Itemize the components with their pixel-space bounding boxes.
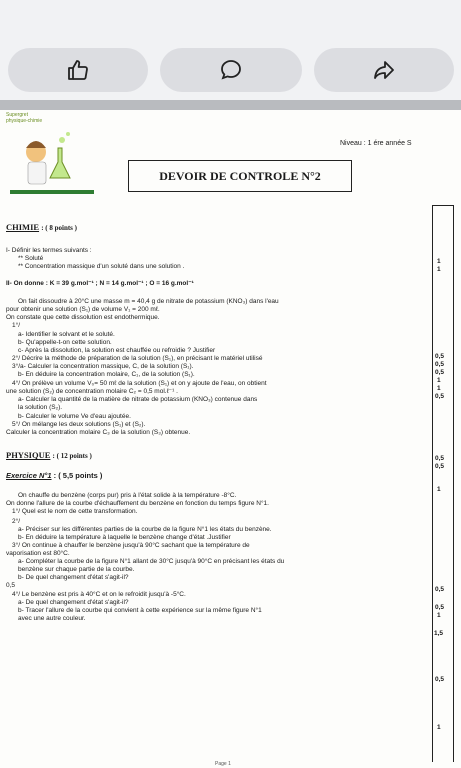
score: 0,5	[435, 455, 445, 462]
chemistry-logo-icon	[6, 118, 94, 198]
physique-line: On donne l'allure de la courbe d'échauffement du benzène en fonction du temps figure N°1.	[6, 500, 269, 507]
chimie-line: ** Concentration massique d'un soluté dans une solution .	[18, 263, 185, 270]
logo-caption: Supergret physique-chimie	[6, 112, 43, 124]
chimie-line: 3°/a- Calculer la concentration massique, C, de la solution (S₁).	[12, 363, 194, 370]
score: 0,5	[435, 604, 445, 611]
exam-title: DEVOIR DE CONTROLE N°2	[128, 160, 352, 192]
divider	[0, 100, 461, 110]
chimie-line: la solution (S₂).	[18, 404, 63, 411]
exercice-heading	[6, 472, 102, 480]
chimie-line: une solution (S₂) de concentration molaire C₂ = 0,5 mol.ℓ⁻¹ .	[6, 388, 178, 395]
score: 0,5	[435, 369, 445, 376]
chimie-line: 1°/	[12, 322, 21, 329]
share-button[interactable]	[314, 48, 454, 92]
chimie-line: On fait dissoudre à 20°C une masse m = 40,4 g de nitrate de potassium (KNO₃) dans l'eau	[18, 298, 279, 305]
physique-line: benzène sur chaque partie de la courbe.	[18, 566, 135, 573]
like-button[interactable]	[8, 48, 148, 92]
physique-line: a- De quel changement d'état s'agit-il?	[18, 599, 129, 606]
exercice-title: Exercice N°1	[6, 471, 52, 480]
score: 1	[437, 377, 441, 384]
chimie-line: Calculer la concentration molaire C₃ de la solution (S₃) obtenue.	[6, 429, 191, 436]
chimie-line: 2°/ Décrire la méthode de préparation de la solution (S₁), en précisant le matériel utilisé	[12, 355, 263, 362]
chimie-line: a- Calculer la quantité de la matière de nitrate de potassium (KNO₃) contenue dans	[18, 396, 258, 403]
chimie-points: : ( 8 points )	[41, 224, 77, 232]
reaction-bar	[0, 0, 461, 100]
page-number: Page 1	[215, 761, 231, 767]
physique-line: vaporisation est 80°C.	[6, 550, 70, 557]
exercice-points: : ( 5,5 points )	[53, 471, 103, 480]
physique-line: b- Tracer l'allure de la courbe qui convient à cette expérience sur la même figure N°1	[18, 607, 262, 614]
chimie-line: b- Qu'appelle-t-on cette solution.	[18, 339, 112, 346]
chimie-line: 5°/ On mélange les deux solutions (S₁) et (S₂).	[12, 421, 146, 428]
score: 1	[437, 612, 441, 619]
physique-points: : ( 12 points )	[52, 452, 92, 460]
score: 0,5	[435, 353, 445, 360]
share-icon	[372, 58, 396, 82]
physique-title: PHYSIQUE	[6, 450, 51, 460]
chimie-line: pour obtenir une solution (S₁) de volume V₁ = 200 mℓ.	[6, 306, 160, 313]
chimie-heading	[6, 222, 77, 232]
score: 1	[437, 385, 441, 392]
chimie-line: II- On donne : K = 39 g.mol⁻¹ ; N = 14 g.mol⁻¹ ; O = 16 g.mol⁻¹	[6, 280, 194, 287]
document-photo	[0, 110, 461, 768]
score: 1	[437, 266, 441, 273]
physique-line: 4°/ Le benzène est pris à 40°C et on le refroidit jusqu'à -5°C.	[12, 591, 186, 598]
comment-button[interactable]	[160, 48, 302, 92]
score: 1,5	[434, 630, 444, 637]
chimie-line: I- Définir les termes suivants :	[6, 247, 92, 254]
physique-line: On chauffe du benzène (corps pur) pris à l'état solide à la température -8°C.	[18, 492, 237, 499]
comment-icon	[219, 58, 243, 82]
physique-line: 1°/ Quel est le nom de cette transformation.	[12, 508, 138, 515]
score: 0,5	[435, 676, 445, 683]
chimie-line: a- Identifier le solvant et le soluté.	[18, 331, 115, 338]
score: 0,5	[435, 586, 445, 593]
chimie-line: b- Calculer le volume Ve d'eau ajoutée.	[18, 413, 131, 420]
chimie-line: c- Après la dissolution, la solution est chauffée ou refroidie ? Justifier	[18, 347, 216, 354]
chimie-line: On constate que cette dissolution est endothermique.	[6, 314, 160, 321]
physique-line: 0,5	[6, 582, 16, 589]
physique-line: a- Compléter la courbe de la figure N°1 allant de 30°C jusqu'à 90°C en précisant les états du	[18, 558, 285, 565]
score: 0,5	[435, 463, 445, 470]
physique-line: b- En déduire la température à laquelle le benzène change d'état .Justifier	[18, 534, 231, 541]
chimie-title: CHIMIE	[6, 222, 40, 232]
level-label: Niveau : 1 ére année S	[340, 140, 412, 147]
score: 0,5	[435, 393, 445, 400]
physique-line: a- Préciser sur les différentes parties de la courbe de la figure N°1 les états du benzène.	[18, 526, 272, 533]
chimie-line: 4°/ On prélève un volume V₀= 50 mℓ de la solution (S₁) et on y ajoute de l'eau, on obtient	[12, 380, 267, 387]
thumbs-up-icon	[66, 58, 90, 82]
chimie-line: b- En déduire la concentration molaire, C₁, de la solution (S₁).	[18, 371, 195, 378]
score: 1	[437, 724, 441, 731]
physique-heading	[6, 450, 92, 460]
physique-line: avec une autre couleur.	[18, 615, 86, 622]
score: 1	[437, 486, 441, 493]
physique-line: b- De quel changement d'état s'agit-il?	[18, 574, 129, 581]
chimie-line: ** Soluté	[18, 255, 44, 262]
score: 1	[437, 258, 441, 265]
physique-line: 2°/	[12, 518, 21, 525]
physique-line: 3°/ On continue à chauffer le benzène jusqu'à 90°C sachant que la température de	[12, 542, 250, 549]
score: 0,5	[435, 361, 445, 368]
